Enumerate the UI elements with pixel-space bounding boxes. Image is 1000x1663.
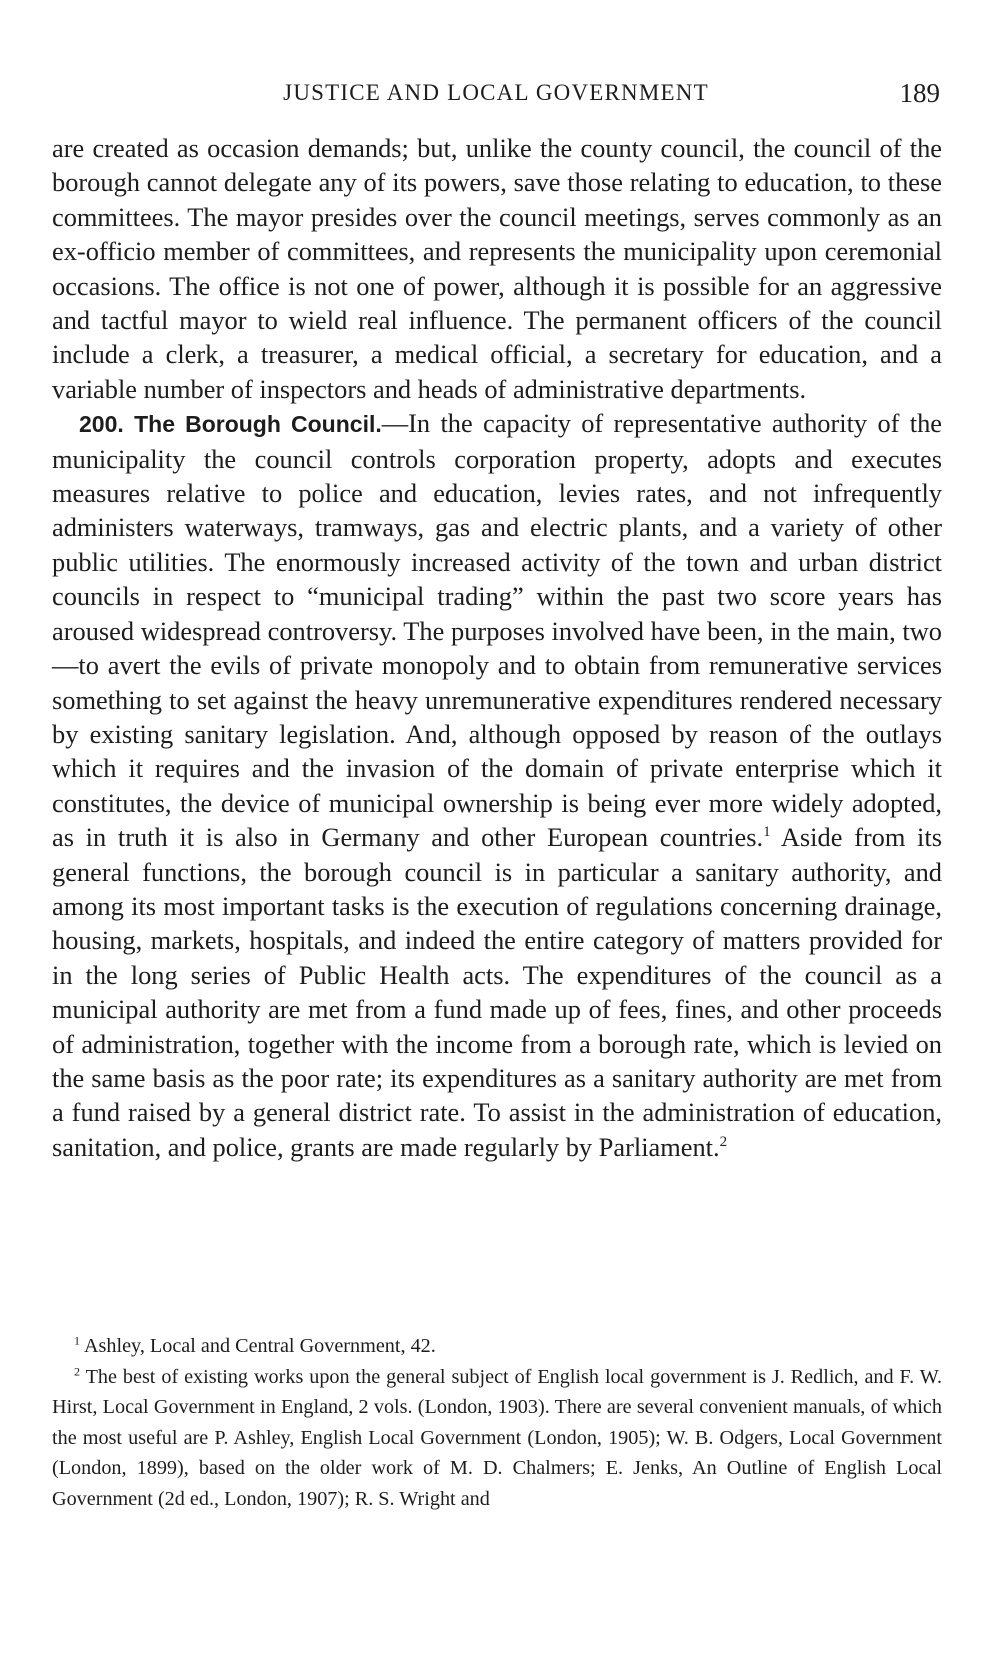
footnote-text: Ashley, Local and Central Government, 42. <box>83 1335 436 1357</box>
paragraph-text: Aside from its general functions, the borough council is in particular a sanitary authority, and among its most important tasks is the execution of regulations concerning drainage, housing, markets, hospitals, and indeed the entire category of matters provided for in the long series of Public Health acts. The expenditures of the council as a municipal authority are met from a fund made up of fees, fines, and other proceeds of administration, together with the income from a borough rate, which is levied on the same basis as the poor rate; its expenditures as a sanitary authority are met from a fund raised by a general district rate. To assist in the administration of education, sanitation, and police, grants are made regularly by Parliament. <box>52 822 942 1162</box>
paragraph-borough-council <box>52 406 942 1164</box>
footnote-mark: 1 <box>74 1333 80 1348</box>
footnote-2 <box>52 1362 942 1515</box>
footnote-ref: 2 <box>719 1133 728 1150</box>
footnote-ref: 1 <box>763 824 771 841</box>
page-header <box>52 73 940 113</box>
paragraph-continuation: are created as occasion demands; but, unlike the county council, the council of the borough cannot delegate any of its powers, save those relating to education, to these committees. The mayor presides over the council meetings, serves commonly as an ex-officio member of committees, and represents the municipality upon ceremonial occasions. The office is not one of power, although it is possible for an aggressive and tactful mayor to wield real influence. The permanent officers of the council include a clerk, a treasurer, a medical official, a secretary for education, and a variable number of inspectors and heads of administrative departments. <box>52 133 942 404</box>
footnote-text: The best of existing works upon the general subject of English local government is J. Redlich, and F. W. Hirst, Local Government in England, 2 vols. (London, 1903). There are several convenient manuals, of which the most useful are P. Ashley, English Local Government (London, 1905); W. B. Odgers, Local Government (London, 1899), based on the older work of M. D. Chalmers; E. Jenks, An Outline of English Local Government (2d ed., London, 1907); R. S. Wright and <box>52 1365 943 1510</box>
footnote-1 <box>52 1331 942 1362</box>
section-number: 200. <box>79 411 124 438</box>
paragraph-text: —In the capacity of representative authority of the municipality the council controls corporation property, adopts and executes measures relative to police and education, levies rates, and not infrequently administers waterways, tramways, gas and electric plants, and a variety of other public utilities. The enormously increased activity of the town and urban district councils in respect to “municipal trading” within the past two score years has aroused widespread controversy. The purposes involved have been, in the main, two—to avert the evils of private monopoly and to obtain from remunerative services something to set against the heavy unremunerative expenditures rendered necessary by existing sanitary legislation. And, although opposed by reason of the outlays which it requires and the invasion of the domain of private enterprise which it constitutes, the device of municipal ownership is being ever more widely adopted, as in truth it is also in Germany and other European countries. <box>52 408 942 853</box>
footnotes <box>52 1331 942 1515</box>
footnote-mark: 2 <box>74 1363 80 1378</box>
page-number: 189 <box>899 78 940 108</box>
running-title: JUSTICE AND LOCAL GOVERNMENT <box>283 80 709 105</box>
section-title: The Borough Council. <box>134 411 382 438</box>
body-text <box>52 131 942 1164</box>
